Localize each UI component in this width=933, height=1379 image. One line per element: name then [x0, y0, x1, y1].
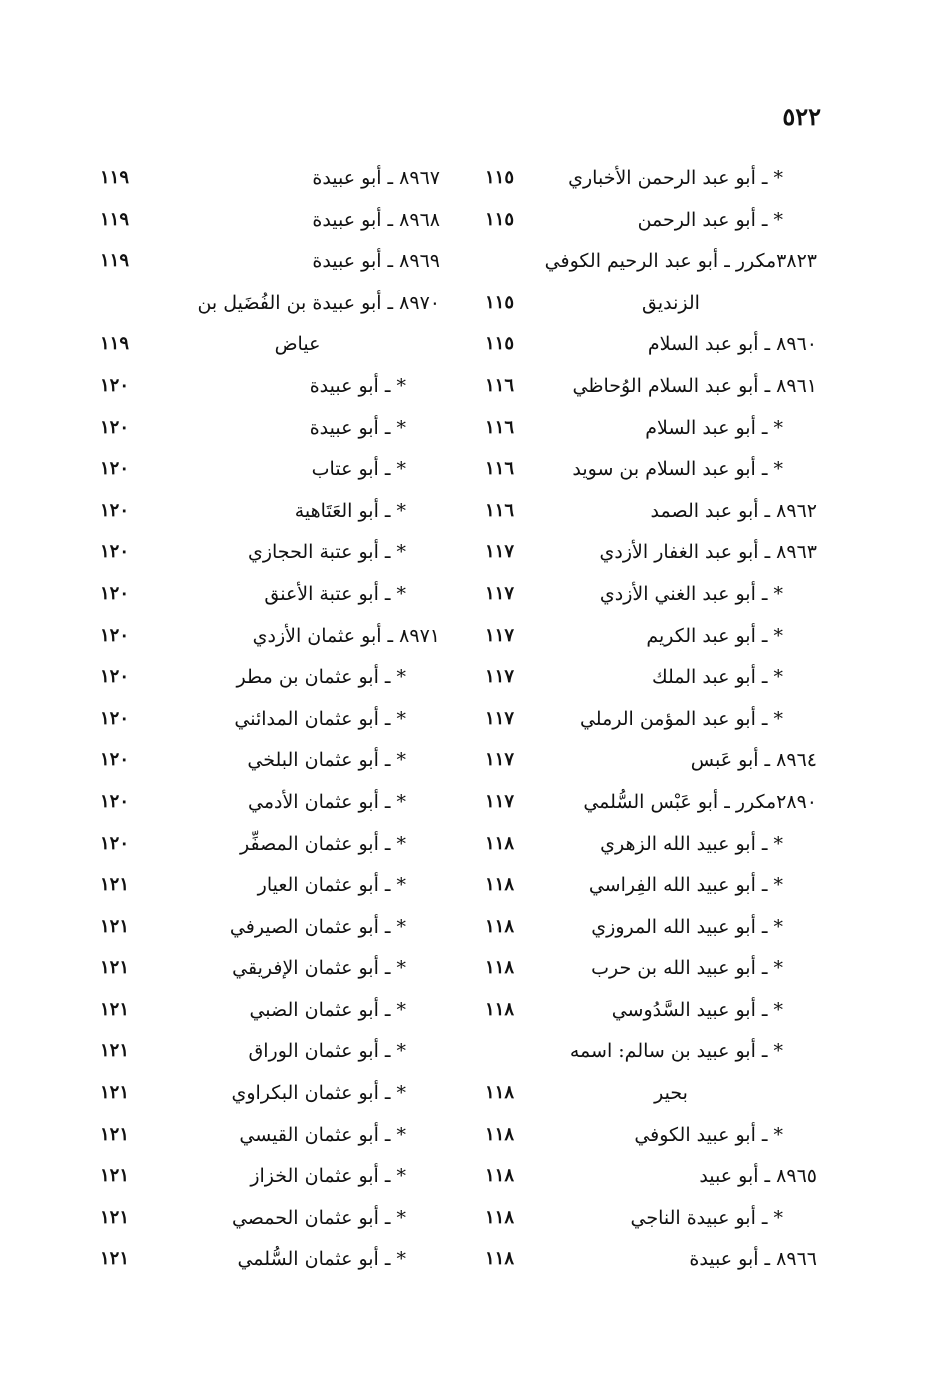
entry-name: ٨٩٦٣ ـ أبو عبد الغفار الأزدي	[599, 541, 817, 564]
entry-name: * ـ أبو عبيد الله الزهري	[600, 832, 783, 855]
entry-name: ٨٩٦٢ ـ أبو عبد الصمد	[650, 499, 817, 522]
entry-page-ref: ١١٨	[485, 1165, 515, 1187]
entry-page-ref: ١١٩	[100, 333, 130, 355]
index-entry	[95, 740, 440, 782]
entry-name: * ـ أبو عبيد الله الفِراسي	[588, 874, 783, 897]
entry-page-ref: ١٢١	[100, 1165, 130, 1187]
entry-page-ref: ١٢١	[100, 915, 130, 937]
entry-page-ref: ١١٨	[485, 915, 515, 937]
entry-name: * ـ أبو عبد الرحمن	[637, 208, 783, 231]
entry-name: * ـ أبو عثمان البلخي	[247, 749, 406, 772]
entry-name: ٢٨٩٠مكرر ـ أبو عَبْس السُّلمي	[583, 790, 817, 813]
index-entry	[95, 1073, 440, 1115]
index-entry	[95, 1239, 440, 1281]
entry-page-ref: ١١٥	[485, 291, 515, 313]
index-entry	[465, 1073, 817, 1115]
entry-name: * ـ أبو عبيد الكوفي	[634, 1123, 783, 1146]
index-entry	[465, 1031, 817, 1073]
entry-name: * ـ أبو عثمان المدائني	[234, 707, 406, 730]
entry-page-ref: ١١٧	[485, 666, 515, 688]
entry-page-ref: ١١٧	[485, 582, 515, 604]
entry-name: * ـ أبو عثمان الحمصي	[231, 1206, 406, 1229]
index-entry	[95, 865, 440, 907]
index-entry	[95, 699, 440, 741]
entry-page-ref: ١١٨	[485, 1248, 515, 1270]
entry-name: * ـ أبو عبد الغني الأزدي	[599, 582, 783, 605]
index-entry	[95, 324, 440, 366]
entry-name: * ـ أبو عبد الرحمن الأخباري	[568, 167, 783, 189]
index-entry	[465, 283, 817, 325]
index-entry	[465, 324, 817, 366]
entry-name: * ـ أبو عبيد الله بن حرب	[591, 957, 783, 980]
index-entry	[95, 990, 440, 1032]
entry-name: ٨٩٦٨ ـ أبو عبيدة	[312, 208, 440, 231]
entry-page-ref: ١١٨	[485, 957, 515, 979]
entry-name: * ـ أبو عبيد بن سالم: اسمه	[569, 1040, 783, 1063]
entry-page-ref: ١٢٠	[100, 707, 130, 729]
index-entry	[465, 657, 817, 699]
entry-name: * ـ أبو عبد الكريم	[646, 624, 783, 647]
entry-name: عياض	[274, 333, 321, 356]
page-number: ٥٢٢	[782, 102, 821, 131]
entry-name: * ـ أبو عثمان الأدمي	[248, 790, 406, 813]
index-entry	[95, 907, 440, 949]
entry-name: ٨٩٧١ ـ أبو عثمان الأزدي	[252, 624, 440, 647]
entry-page-ref: ١١٦	[485, 499, 515, 521]
index-entry	[465, 990, 817, 1032]
index-entry	[95, 200, 440, 242]
entry-page-ref: ١٢٠	[100, 458, 130, 480]
entry-name: بحير	[654, 1082, 688, 1105]
entry-name: * ـ أبو عبد المؤمن الرملي	[579, 707, 783, 730]
entry-name: * ـ أبو عثمان العيار	[257, 874, 406, 897]
entry-name: ٨٩٦١ ـ أبو عبد السلام الوُحاظي	[572, 374, 817, 397]
index-entry	[465, 532, 817, 574]
entry-page-ref: ١١٦	[485, 374, 515, 396]
index-entry	[465, 907, 817, 949]
index-entry	[95, 948, 440, 990]
index-entry	[465, 491, 817, 533]
index-entry	[465, 574, 817, 616]
entry-page-ref: ١١٦	[485, 458, 515, 480]
index-entry	[95, 366, 440, 408]
entry-name: * ـ أبو عثمان بن مطر	[236, 666, 406, 689]
entry-page-ref: ١٢٠	[100, 374, 130, 396]
entry-page-ref: ١١٥	[485, 167, 515, 188]
index-entry	[465, 740, 817, 782]
entry-page-ref: ١١٥	[485, 333, 515, 355]
index-entry	[465, 1239, 817, 1281]
index-column-right	[465, 158, 817, 1281]
entry-page-ref: ١٢٠	[100, 666, 130, 688]
entry-name: * ـ أبو العَتَاهية	[294, 499, 406, 522]
entry-page-ref: ١١٨	[485, 832, 515, 854]
entry-name: * ـ أبو عبيدة الناجي	[630, 1206, 783, 1229]
index-entry	[95, 782, 440, 824]
index-entry	[465, 200, 817, 242]
index-entry	[465, 824, 817, 866]
entry-name: * ـ أبو عثمان الوراق	[248, 1040, 406, 1063]
index-entry	[465, 366, 817, 408]
index-entry	[465, 865, 817, 907]
index-entry	[465, 1115, 817, 1157]
index-entry	[465, 1156, 817, 1198]
entry-page-ref: ١٢١	[100, 957, 130, 979]
index-entry	[465, 449, 817, 491]
index-entry	[465, 948, 817, 990]
entry-page-ref: ١١٩	[100, 208, 130, 230]
entry-name: ٣٨٢٣مكرر ـ أبو عبد الرحيم الكوفي	[544, 250, 817, 273]
index-entry	[465, 699, 817, 741]
entry-name: ٨٩٦٥ ـ أبو عبيد	[699, 1165, 817, 1188]
entry-page-ref: ١١٩	[100, 250, 130, 272]
entry-page-ref: ١١٧	[485, 790, 515, 812]
index-entry	[95, 1198, 440, 1240]
entry-name: * ـ أبو عتبة الأعنق	[264, 582, 406, 605]
entry-page-ref: ١١٧	[485, 707, 515, 729]
index-entry	[95, 241, 440, 283]
entry-name: * ـ أبو عتبة الحجازي	[247, 541, 406, 564]
entry-page-ref: ١٢٠	[100, 749, 130, 771]
entry-page-ref: ١٢١	[100, 1206, 130, 1228]
entry-page-ref: ١٢١	[100, 1040, 130, 1062]
entry-page-ref: ١١٩	[100, 167, 130, 188]
entry-page-ref: ١٢١	[100, 874, 130, 896]
entry-page-ref: ١٢٠	[100, 499, 130, 521]
index-entry	[465, 1198, 817, 1240]
index-entry	[465, 408, 817, 450]
index-entry	[95, 1156, 440, 1198]
entry-name: ٨٩٦٠ ـ أبو عبد السلام	[647, 333, 817, 356]
index-entry	[95, 574, 440, 616]
entry-name: * ـ أبو عثمان الخزاز	[250, 1165, 406, 1188]
index-entry	[95, 616, 440, 658]
index-entry	[465, 782, 817, 824]
entry-name: ٨٩٦٩ ـ أبو عبيدة	[312, 250, 440, 273]
index-entry	[95, 158, 440, 200]
entry-page-ref: ١١٧	[485, 624, 515, 646]
entry-name: * ـ أبو عبيد السَّدُوسي	[611, 998, 783, 1021]
entry-name: الزنديق	[642, 291, 700, 314]
entry-name: * ـ أبو عبد السلام	[645, 416, 783, 439]
entry-name: * ـ أبو عبيدة	[309, 416, 406, 439]
index-entry	[465, 241, 817, 283]
entry-page-ref: ١١٨	[485, 1206, 515, 1228]
entry-name: * ـ أبو عثمان الضبي	[249, 998, 406, 1021]
entry-page-ref: ١٢٠	[100, 832, 130, 854]
entry-page-ref: ١٢١	[100, 1248, 130, 1270]
entry-page-ref: ١٢١	[100, 998, 130, 1020]
index-entry	[95, 283, 440, 325]
index-entry	[95, 408, 440, 450]
entry-name: * ـ أبو عبيد الله المروزي	[591, 915, 783, 938]
entry-name: * ـ أبو عثمان البكراوي	[231, 1082, 406, 1105]
entry-page-ref: ١١٨	[485, 1123, 515, 1145]
index-entry	[95, 824, 440, 866]
entry-page-ref: ١٢١	[100, 1123, 130, 1145]
entry-name: * ـ أبو عثمان القيسي	[239, 1123, 406, 1146]
entry-name: * ـ أبو عثمان السُّلمي	[237, 1248, 406, 1271]
index-entry	[95, 491, 440, 533]
entry-name: ٨٩٦٧ ـ أبو عبيدة	[312, 167, 440, 189]
index-entry	[465, 158, 817, 200]
entry-page-ref: ١٢٠	[100, 582, 130, 604]
entry-name: * ـ أبو عثمان المصفِّر	[239, 832, 406, 855]
entry-name: ٨٩٧٠ ـ أبو عبيدة بن الفُضَيل بن	[197, 291, 440, 314]
entry-name: * ـ أبو عثمان الإفريقي	[232, 957, 406, 980]
entry-page-ref: ١١٨	[485, 874, 515, 896]
entry-page-ref: ١١٧	[485, 749, 515, 771]
entry-name: * ـ أبو عبد الملك	[651, 666, 783, 689]
index-entry	[95, 1031, 440, 1073]
entry-page-ref: ١٢٠	[100, 416, 130, 438]
entry-page-ref: ١١٧	[485, 541, 515, 563]
entry-name: * ـ أبو عتاب	[311, 458, 406, 481]
index-column-left	[95, 158, 440, 1281]
entry-name: * ـ أبو عبد السلام بن سويد	[572, 458, 783, 481]
entry-page-ref: ١١٥	[485, 208, 515, 230]
index-entry	[95, 1115, 440, 1157]
index-entry	[95, 657, 440, 699]
index-entry	[95, 532, 440, 574]
index-entry	[465, 616, 817, 658]
entry-page-ref: ١١٨	[485, 998, 515, 1020]
entry-name: * ـ أبو عثمان الصيرفي	[229, 915, 406, 938]
entry-page-ref: ١١٦	[485, 416, 515, 438]
entry-page-ref: ١٢٠	[100, 541, 130, 563]
entry-name: * ـ أبو عبيدة	[309, 374, 406, 397]
index-entry	[95, 449, 440, 491]
entry-page-ref: ١٢٠	[100, 790, 130, 812]
entry-page-ref: ١١٨	[485, 1082, 515, 1104]
entry-name: ٨٩٦٦ ـ أبو عبيدة	[689, 1248, 817, 1271]
entry-name: ٨٩٦٤ ـ أبو عَبس	[690, 749, 817, 772]
entry-page-ref: ١٢٠	[100, 624, 130, 646]
entry-page-ref: ١٢١	[100, 1082, 130, 1104]
